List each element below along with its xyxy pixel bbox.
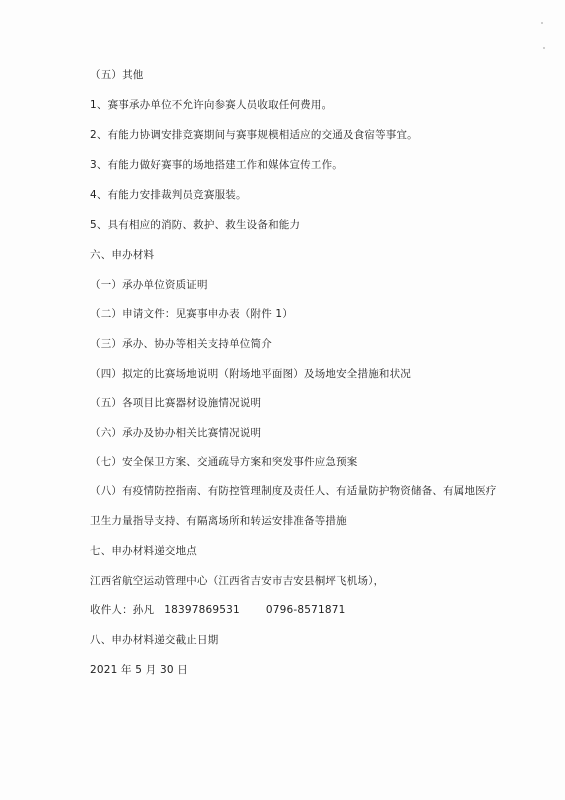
section-submit-heading: 七、申办材料递交地点 bbox=[90, 545, 197, 557]
contact-line bbox=[90, 603, 346, 617]
materials-item-2: （二）申请文件：见赛事申办表（附件 1） bbox=[90, 308, 294, 320]
deadline-date: 2021 年 5 月 30 日 bbox=[90, 664, 188, 676]
materials-item-7: （七）安全保卫方案、交通疏导方案和突发事件应急预案 bbox=[90, 456, 358, 468]
other-item-3: 3、有能力做好赛事的场地搭建工作和媒体宣传工作。 bbox=[90, 159, 343, 171]
section-materials-heading: 六、申办材料 bbox=[90, 249, 155, 261]
scan-speck bbox=[543, 47, 545, 49]
materials-item-3: （三）承办、协办等相关支持单位简介 bbox=[90, 338, 272, 350]
contact-recipient: 收件人：孙凡 bbox=[90, 604, 155, 616]
materials-item-6: （六）承办及协办相关比赛情况说明 bbox=[90, 427, 262, 439]
scan-speck bbox=[541, 22, 543, 24]
section-other-heading: （五）其他 bbox=[90, 69, 144, 81]
materials-item-1: （一）承办单位资质证明 bbox=[90, 279, 208, 291]
contact-tel: 0796-8571871 bbox=[265, 604, 346, 616]
contact-phone: 18397869531 bbox=[164, 604, 240, 616]
materials-item-5: （五）各项目比赛器材设施情况说明 bbox=[90, 397, 262, 409]
other-item-4: 4、有能力安排裁判员竞赛服装。 bbox=[90, 189, 247, 201]
other-item-1: 1、赛事承办单位不允许向参赛人员收取任何费用。 bbox=[90, 99, 333, 111]
materials-item-4: （四）拟定的比赛场地说明（附场地平面图）及场地安全措施和状况 bbox=[90, 368, 411, 380]
other-item-2: 2、有能力协调安排竞赛期间与赛事规模相适应的交通及食宿等事宜。 bbox=[90, 129, 418, 141]
other-item-5: 5、具有相应的消防、救护、救生设备和能力 bbox=[90, 219, 301, 231]
materials-item-8: （八）有疫情防控指南、有防控管理制度及责任人、有适量防护物资储备、有属地医疗卫生力量指导支持、有隔离场所和转运安排准备等措施 bbox=[90, 485, 497, 527]
section-deadline-heading: 八、申办材料递交截止日期 bbox=[90, 634, 219, 646]
submit-address: 江西省航空运动管理中心（江西省吉安市吉安县桐坪飞机场）， bbox=[90, 575, 385, 587]
